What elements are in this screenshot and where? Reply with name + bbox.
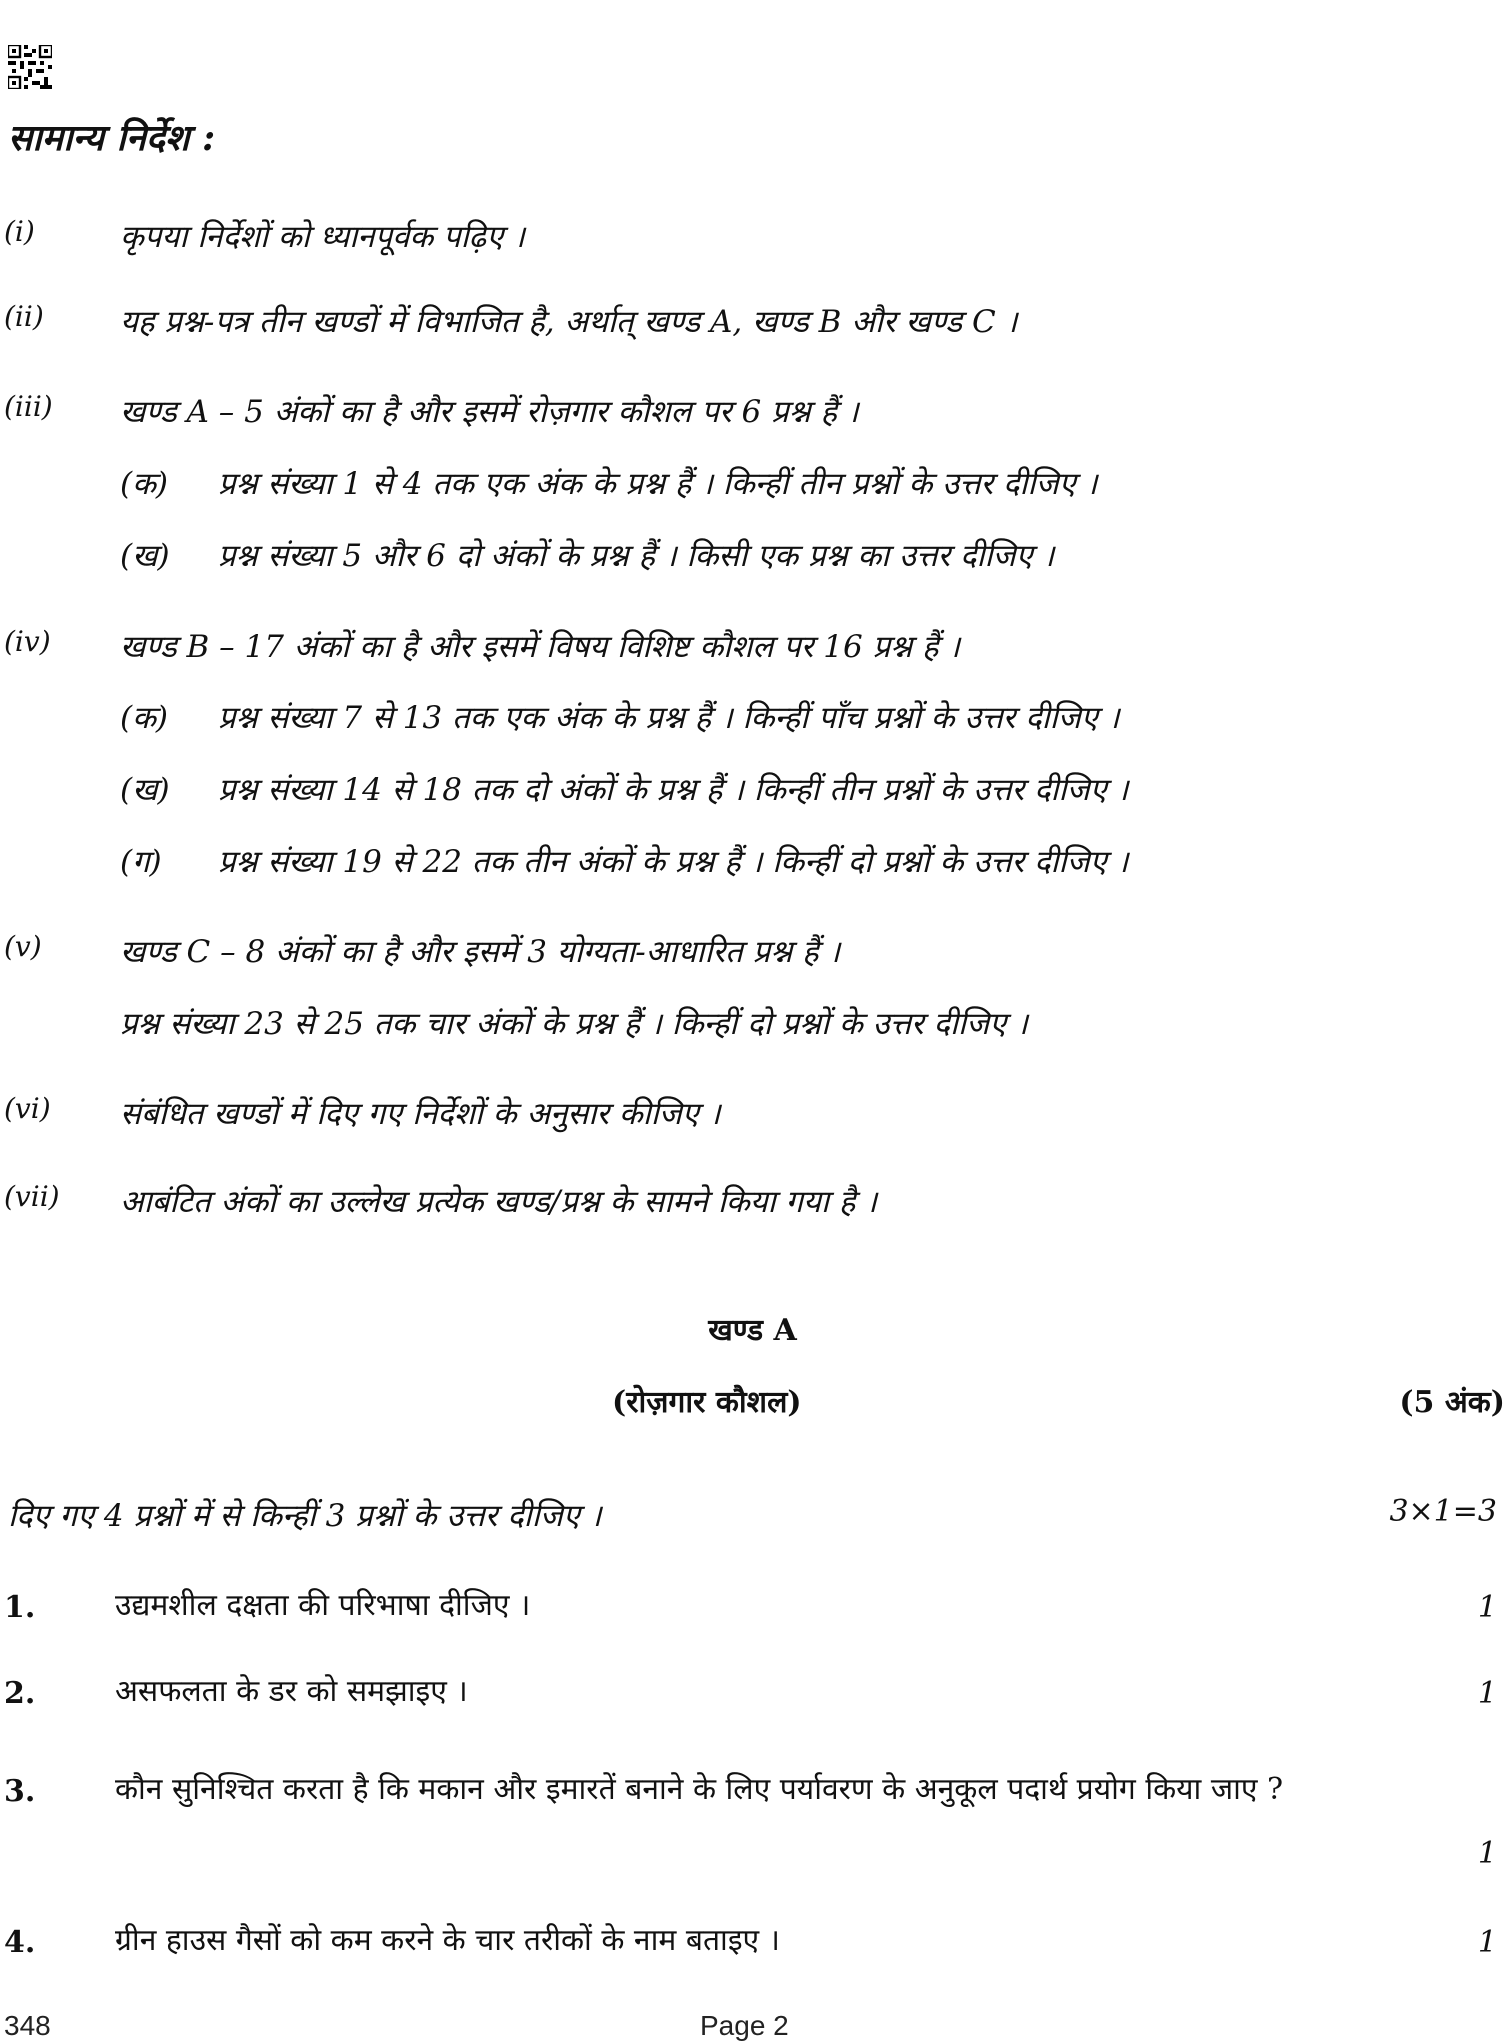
instruction-text: यह प्रश्न-पत्र तीन खण्डों में विभाजित है, अर्थात् खण्ड A, खण्ड B और खण्ड C । (120, 304, 1018, 340)
question-text: असफलता के डर को समझाइए । (115, 1674, 468, 1709)
sub-text: प्रश्न संख्या 19 से 22 तक तीन अंकों के प्रश्न हैं । किन्हीं दो प्रश्नों के उत्तर दीजिए । (218, 844, 1129, 880)
qr-code-icon (8, 45, 52, 89)
instruction-text: खण्ड B – 17 अंकों का है और इसमें विषय विशिष्ट कौशल पर 16 प्रश्न हैं । (120, 629, 961, 665)
instruction-v-continuation: प्रश्न संख्या 23 से 25 तक चार अंकों के प्रश्न हैं । किन्हीं दो प्रश्नों के उत्तर दीजिए । (120, 1006, 1028, 1042)
sub-label: (ख) (120, 538, 170, 574)
instruction-text: आबंटित अंकों का उल्लेख प्रत्येक खण्ड/प्रश्न के सामने किया गया है । (120, 1184, 877, 1220)
section-a-direction-marks: 3×1=3 (1389, 1494, 1497, 1529)
instruction-text: खण्ड A – 5 अंकों का है और इसमें रोज़गार कौशल पर 6 प्रश्न हैं । (120, 394, 859, 430)
question-number: 1. (4, 1590, 36, 1625)
sub-label: (क) (120, 466, 168, 502)
instruction-iii-sub-ka (120, 462, 1097, 504)
page-number: Page 2 (700, 2010, 789, 2041)
question-marks: 1 (1477, 1590, 1497, 1625)
instruction-number: (iv) (4, 625, 51, 658)
instruction-number: (v) (4, 930, 42, 963)
question-number: 4. (4, 1925, 36, 1960)
sub-text: प्रश्न संख्या 7 से 13 तक एक अंक के प्रश्न हैं । किन्हीं पाँच प्रश्नों के उत्तर दीजिए । (218, 700, 1120, 736)
question-marks: 1 (1477, 1925, 1497, 1960)
question-number: 3. (4, 1774, 36, 1809)
section-a-direction: दिए गए 4 प्रश्नों में से किन्हीं 3 प्रश्नों के उत्तर दीजिए । (8, 1498, 602, 1534)
instruction-text: खण्ड C – 8 अंकों का है और इसमें 3 योग्यता-आधारित प्रश्न हैं । (120, 934, 841, 970)
question-text: कौन सुनिश्चित करता है कि मकान और इमारतें बनाने के लिए पर्यावरण के अनुकूल पदार्थ प्रयोग किया जाए ? (115, 1772, 1284, 1807)
instruction-number: (vi) (4, 1092, 51, 1125)
sub-text: प्रश्न संख्या 5 और 6 दो अंकों के प्रश्न हैं । किसी एक प्रश्न का उत्तर दीजिए । (218, 538, 1055, 574)
instruction-number: (iii) (4, 390, 53, 423)
paper-code: 348 (4, 2010, 51, 2041)
instruction-number: (ii) (4, 300, 44, 333)
section-a-heading: खण्ड A (708, 1313, 797, 1348)
instruction-text: संबंधित खण्डों में दिए गए निर्देशों के अनुसार कीजिए । (120, 1096, 721, 1132)
sub-label: (ख) (120, 772, 170, 808)
question-number: 2. (4, 1676, 36, 1711)
question-text: ग्रीन हाउस गैसों को कम करने के चार तरीकों के नाम बताइए । (115, 1923, 781, 1958)
question-marks: 1 (1477, 1676, 1497, 1711)
section-a-marks: (5 अंक) (1399, 1385, 1505, 1420)
instruction-iv-sub-ka (120, 696, 1119, 738)
general-instructions-title: सामान्य निर्देश : (8, 117, 216, 159)
sub-label: (ग) (120, 844, 162, 880)
question-marks: 1 (1477, 1836, 1497, 1871)
section-a-subheading: (रोज़गार कौशल) (612, 1385, 802, 1420)
instruction-number: (i) (4, 215, 35, 248)
question-text: उद्यमशील दक्षता की परिभाषा दीजिए । (115, 1588, 531, 1623)
instruction-iii-sub-kha (120, 534, 1054, 576)
sub-text: प्रश्न संख्या 14 से 18 तक दो अंकों के प्रश्न हैं । किन्हीं तीन प्रश्नों के उत्तर दीजिए । (218, 772, 1129, 808)
instruction-number: (vii) (4, 1180, 60, 1213)
sub-text: प्रश्न संख्या 1 से 4 तक एक अंक के प्रश्न हैं । किन्हीं तीन प्रश्नों के उत्तर दीजिए । (218, 466, 1098, 502)
instruction-iv-sub-ga (120, 840, 1128, 882)
instruction-text: कृपया निर्देशों को ध्यानपूर्वक पढ़िए । (120, 219, 525, 255)
instruction-iv-sub-kha (120, 768, 1128, 810)
sub-label: (क) (120, 700, 168, 736)
